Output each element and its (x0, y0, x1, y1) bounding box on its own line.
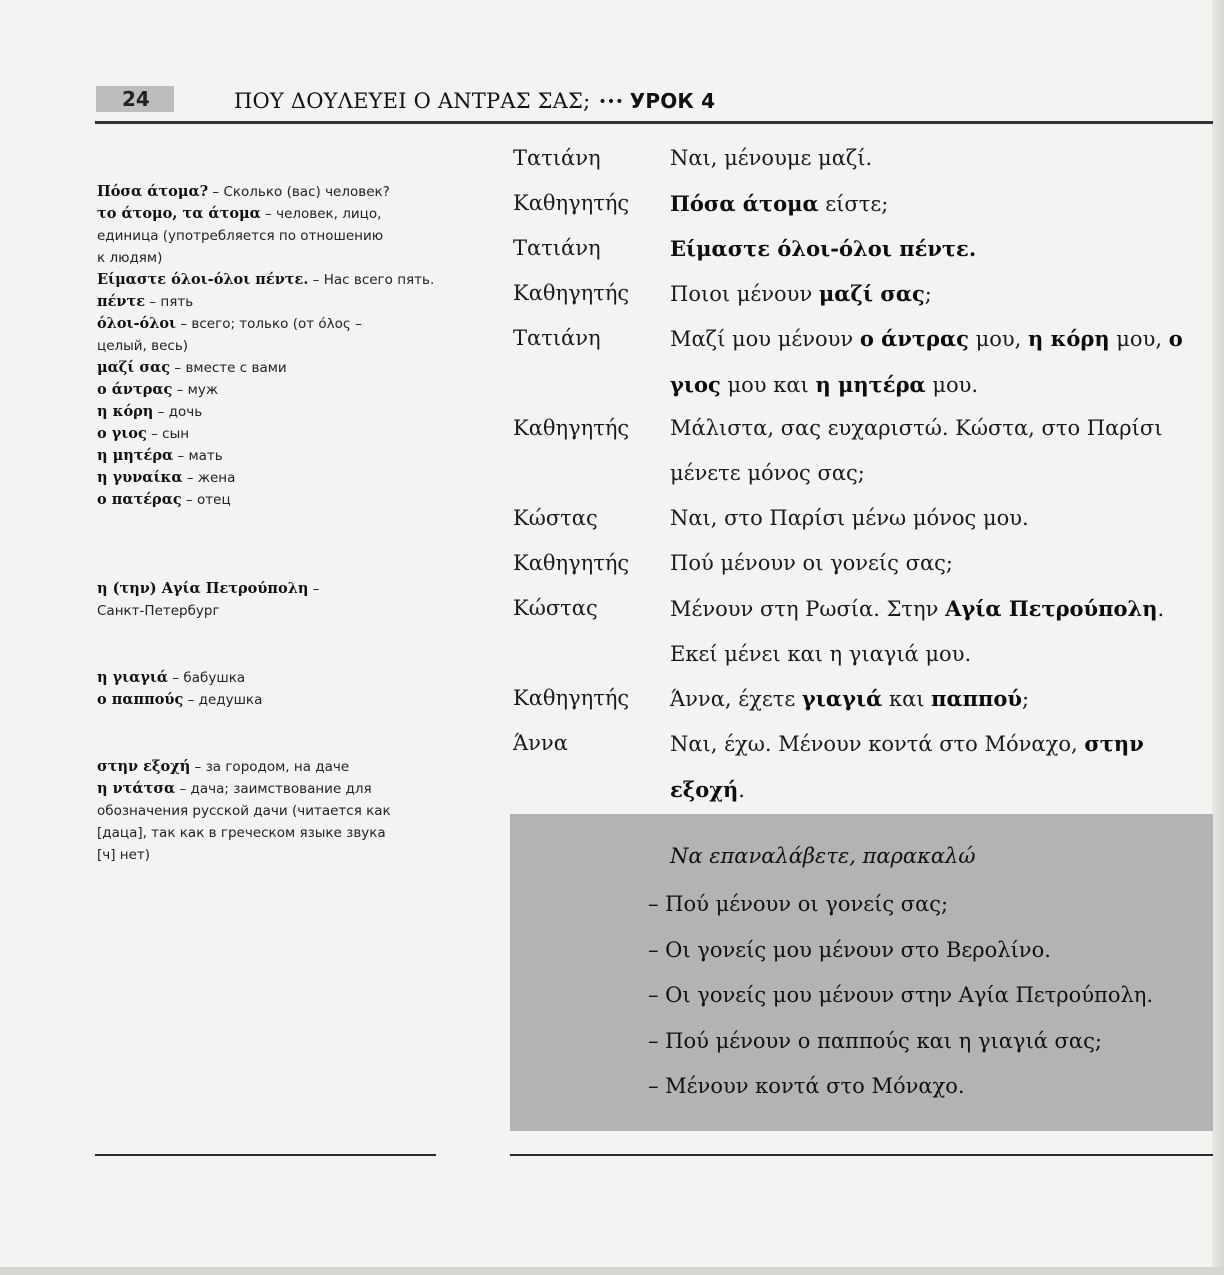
dialogue (513, 136, 1213, 811)
utterance-text: Ναι, στο Παρίσι μένω μόνος μου. (670, 506, 1029, 530)
glossary-term: Πόσα άτομα? (97, 183, 209, 200)
glossary-entry (97, 578, 442, 600)
glossary-entry (97, 335, 442, 357)
utterance-text: Ναι, μένουμε μαζί. (670, 146, 873, 170)
glossary-translation: – дача; заимствование для (175, 781, 372, 797)
glossary-entry (97, 203, 442, 225)
glossary-term: η ντάτσα (97, 780, 176, 797)
glossary-translation: обозначения русской дачи (читается как (97, 803, 391, 819)
vocab-highlight: στην εξοχή (670, 731, 1144, 802)
vocab-highlight: μαζί σας (818, 281, 925, 306)
glossary-translation: – дочь (153, 404, 203, 420)
glossary-translation: – Нас всего пять. (308, 272, 435, 288)
speaker-name: Άννα (513, 731, 568, 755)
practice-line: – Οι γονείς μου μένουν στην Αγία Πετρούπολη. (648, 983, 1154, 1007)
utterance (670, 496, 1210, 541)
utterance-text: και (882, 687, 932, 711)
practice-title: Να επαναλάβετε, παρακαλώ (670, 844, 976, 868)
glossary-block-city (97, 578, 442, 622)
glossary-entry (97, 313, 442, 335)
glossary-translation: – вместе с вами (170, 360, 287, 376)
speaker-name: Καθηγητής (513, 191, 630, 215)
glossary-entry (97, 600, 442, 622)
glossary-entry (97, 181, 442, 203)
glossary-term: όλοι-όλοι (97, 315, 177, 332)
glossary-term: Είμαστε όλοι-όλοι πέντε. (97, 271, 309, 288)
glossary-term: ο πατέρας (97, 491, 182, 508)
glossary-translation: – (308, 581, 320, 597)
vocab-highlight: η κόρη (1028, 326, 1110, 351)
glossary-translation: – муж (172, 382, 218, 398)
glossary-entry (97, 489, 442, 511)
speaker-name: Τατιάνη (513, 326, 601, 350)
vocab-highlight: ο γιος (670, 326, 1183, 397)
speaker-name: Κώστας (513, 506, 598, 530)
glossary-translation: [ч] нет) (97, 847, 151, 863)
glossary-term: μαζί σας (97, 359, 171, 376)
glossary-entry (97, 800, 442, 822)
vocab-highlight: Πόσα άτομα (670, 191, 819, 216)
glossary-translation: – дедушка (183, 692, 263, 708)
glossary-entry (97, 778, 442, 800)
glossary-term: το άτομο, τα άτομα (97, 205, 261, 222)
glossary-translation: единица (употребляется по отношению (97, 228, 384, 244)
utterance-text: . Εκεί μένει και η γιαγιά μου. (670, 597, 1165, 666)
header-dots: ••• (598, 94, 624, 110)
footer-rule-left (95, 1154, 436, 1156)
utterance (670, 541, 1210, 586)
glossary-entry (97, 247, 442, 269)
glossary-translation: [даца], так как в греческом языке звука (97, 825, 386, 841)
glossary-term: η (την) Αγία Πετρούπολη (97, 580, 309, 597)
glossary-entry (97, 225, 442, 247)
glossary-term: στην εξοχή (97, 758, 191, 775)
utterance (670, 586, 1210, 677)
dialogue-row (513, 136, 1213, 181)
glossary-translation: – бабушка (168, 670, 246, 686)
dialogue-row (513, 316, 1213, 406)
glossary-entry (97, 423, 442, 445)
utterance (670, 181, 1210, 227)
vocab-highlight: ο άντρας (859, 326, 969, 351)
glossary-term: η μητέρα (97, 447, 174, 464)
glossary-translation: – человек, лицо, (260, 206, 382, 222)
utterance (670, 676, 1210, 722)
glossary-block-grandparents (97, 667, 442, 711)
glossary-term: ο παππούς (97, 691, 184, 708)
utterance-text: μου. (925, 373, 979, 397)
utterance (670, 136, 1210, 181)
practice-line: – Πού μένουν οι γονείς σας; (648, 892, 949, 916)
glossary-term: ο άντρας (97, 381, 173, 398)
utterance-text: Πού μένουν οι γονείς σας; (670, 551, 953, 575)
header-lesson: УРОК 4 (629, 89, 716, 113)
header-rule (95, 121, 1213, 124)
practice-line: – Μένουν κοντά στο Μόναχο. (648, 1074, 965, 1098)
page-number: 24 (96, 86, 174, 112)
practice-box (510, 814, 1213, 1131)
utterance (670, 271, 1210, 317)
glossary-entry (97, 844, 442, 866)
speaker-name: Τατιάνη (513, 146, 601, 170)
utterance (670, 316, 1210, 408)
glossary-entry (97, 401, 442, 423)
glossary-entry (97, 756, 442, 778)
dialogue-row (513, 586, 1213, 676)
glossary-entry (97, 357, 442, 379)
speaker-name: Κώστας (513, 596, 598, 620)
header-title: ΠΟΥ ΔΟΥΛΕΥΕΙ Ο ΑΝΤΡΑΣ ΣΑΣ; (234, 89, 591, 113)
utterance-text: ; (924, 282, 932, 306)
utterance-text: μου, (1109, 327, 1169, 351)
glossary-term: ο γιος (97, 425, 147, 442)
glossary-entry (97, 822, 442, 844)
glossary-entry (97, 467, 442, 489)
dialogue-row (513, 721, 1213, 811)
practice-lines (648, 882, 1153, 1110)
glossary-translation: – отец (181, 492, 231, 508)
utterance-text: Μάλιστα, σας ευχαριστώ. Κώστα, στο Παρίσι μένετε μόνος σας; (670, 416, 1163, 485)
dialogue-row (513, 406, 1213, 496)
footer-rule-right (510, 1154, 1213, 1156)
dialogue-row (513, 271, 1213, 316)
utterance-text: Μένουν στη Ρωσία. Στην (670, 597, 946, 621)
vocab-highlight: Αγία Πετρούπολη (945, 596, 1158, 621)
dialogue-row (513, 226, 1213, 271)
page-edge (1212, 0, 1224, 1275)
vocab-highlight: γιαγιά (801, 686, 883, 711)
speaker-name: Καθηγητής (513, 686, 630, 710)
glossary-entry (97, 379, 442, 401)
dialogue-row (513, 181, 1213, 226)
glossary-block-countryside (97, 756, 442, 866)
glossary-translation: – за городом, на даче (190, 759, 350, 775)
utterance (670, 721, 1210, 813)
glossary-translation: целый, весь) (97, 338, 189, 354)
dialogue-row (513, 676, 1213, 721)
utterance-text: μου και (720, 373, 816, 397)
utterance-text: μου, (968, 327, 1029, 351)
utterance (670, 226, 1210, 272)
utterance (670, 406, 1210, 496)
practice-line: – Πού μένουν ο παππούς και η γιαγιά σας; (648, 1028, 1102, 1053)
glossary-translation: – сын (146, 426, 190, 442)
vocab-highlight: η μητέρα (815, 372, 926, 397)
utterance-text: Ναι, έχω. Μένουν κοντά στο Μόναχο, (670, 732, 1085, 756)
glossary-block-family (97, 181, 442, 511)
glossary-entry (97, 445, 442, 467)
practice-line: – Οι γονείς μου μένουν στο Βερολίνο. (648, 937, 1051, 962)
glossary-entry (97, 689, 442, 711)
speaker-name: Καθηγητής (513, 416, 630, 440)
glossary-entry (97, 269, 442, 291)
utterance-text: ; (1022, 687, 1030, 711)
glossary-translation: – мать (173, 448, 223, 464)
speaker-name: Καθηγητής (513, 281, 630, 305)
glossary-translation: – пять (145, 294, 194, 310)
utterance-text: είστε; (818, 192, 889, 216)
glossary-translation: – всего; только (от όλος – (176, 316, 362, 332)
running-header (234, 86, 715, 117)
glossary-translation: Санкт-Петербург (97, 603, 220, 619)
glossary-translation: – жена (182, 470, 236, 486)
glossary-translation: – Сколько (вас) человек? (208, 184, 390, 200)
utterance-text: Άννα, έχετε (670, 687, 802, 711)
glossary-entry (97, 667, 442, 689)
glossary-term: η γιαγιά (97, 669, 169, 686)
utterance-text: Μαζί μου μένουν (670, 327, 860, 351)
vocab-highlight: παππού (931, 686, 1023, 711)
utterance-text: Ποιοι μένουν (670, 282, 819, 306)
glossary-entry (97, 291, 442, 313)
vocab-highlight: Είμαστε όλοι-όλοι πέντε. (670, 236, 977, 261)
utterance-text: . (738, 778, 745, 802)
glossary-term: η γυναίκα (97, 469, 183, 486)
glossary-translation: к людям) (97, 250, 163, 266)
page-bottom-edge (0, 1267, 1224, 1275)
glossary-term: η κόρη (97, 403, 154, 420)
dialogue-row (513, 496, 1213, 541)
glossary-term: πέντε (97, 293, 146, 310)
speaker-name: Τατιάνη (513, 236, 601, 260)
speaker-name: Καθηγητής (513, 551, 630, 575)
dialogue-row (513, 541, 1213, 586)
